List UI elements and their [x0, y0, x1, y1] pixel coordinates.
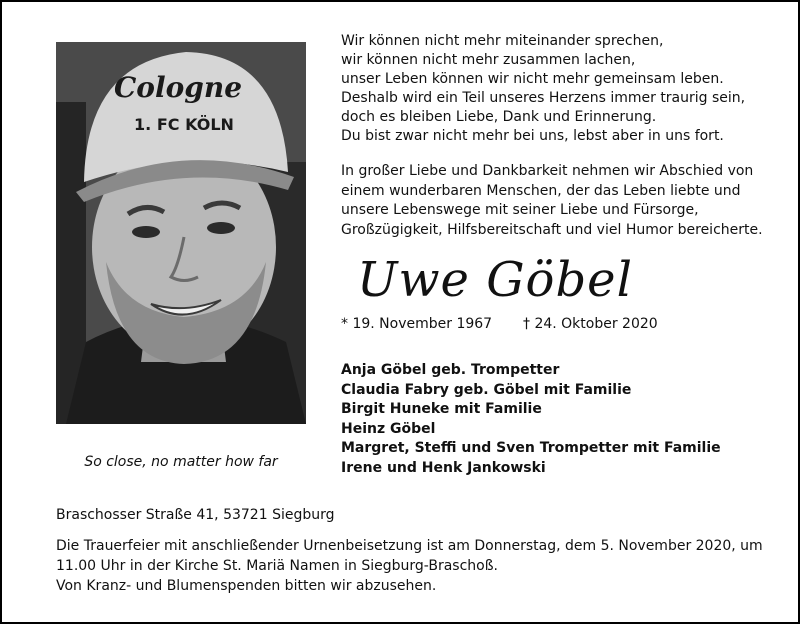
cap-text-bottom: 1. FC KÖLN [134, 115, 234, 134]
mourner-entry: Claudia Fabry geb. Göbel mit Familie [341, 381, 632, 398]
tribute-text [341, 162, 781, 240]
mourner-entry: Irene und Henk Jankowski [341, 459, 546, 476]
funeral-service-info [56, 537, 763, 576]
deceased-name: Uwe Göbel [357, 252, 633, 308]
mourner-entry: Heinz Göbel [341, 420, 436, 437]
family-address: Braschosser Straße 41, 53721 Siegburg [56, 507, 335, 523]
birth-date: * 19. November 1967 [341, 316, 493, 332]
poem-line: Deshalb wird ein Teil unseres Herzens immer traurig sein, [341, 90, 746, 106]
poem-line: Du bist zwar nicht mehr bei uns, lebst aber in uns fort. [341, 128, 724, 144]
mourners-list [341, 361, 781, 478]
portrait-photo [56, 42, 306, 424]
mourner-entry: Margret, Steffi und Sven Trompetter mit Familie [341, 440, 721, 456]
poem-line: Wir können nicht mehr miteinander sprechen, [341, 33, 664, 49]
cap-text-top: Cologne [113, 71, 243, 104]
tribute-line: Großzügigkeit, Hilfsbereitschaft und viel Humor bereicherte. [341, 221, 763, 238]
mourner-entry: Anja Göbel geb. Trompetter [341, 362, 560, 378]
poem-line: unser Leben können wir nicht mehr gemeinsam leben. [341, 71, 724, 87]
service-line: Die Trauerfeier mit anschließender Urnenbeisetzung ist am Donnerstag, dem 5. November 2020, um [56, 538, 763, 554]
mourner-entry: Birgit Huneke mit Familie [341, 401, 542, 417]
poem-line: wir können nicht mehr zusammen lachen, [341, 52, 636, 68]
tribute-line: In großer Liebe und Dankbarkeit nehmen wir Abschied von [341, 163, 754, 179]
portrait-illustration [56, 42, 306, 424]
flowers-note: Von Kranz- und Blumenspenden bitten wir abzusehen. [56, 578, 437, 594]
poem [341, 32, 781, 146]
poem-line: doch es bleiben Liebe, Dank und Erinnerung. [341, 109, 657, 125]
tribute-line: einem wunderbaren Menschen, der das Leben liebte und [341, 182, 741, 199]
death-date: † 24. Oktober 2020 [523, 316, 658, 332]
photo-caption: So close, no matter how far [84, 454, 278, 470]
service-line: 11.00 Uhr in der Kirche St. Mariä Namen in Siegburg-Braschoß. [56, 557, 498, 574]
tribute-line: unsere Lebenswege mit seiner Liebe und Fürsorge, [341, 202, 699, 218]
